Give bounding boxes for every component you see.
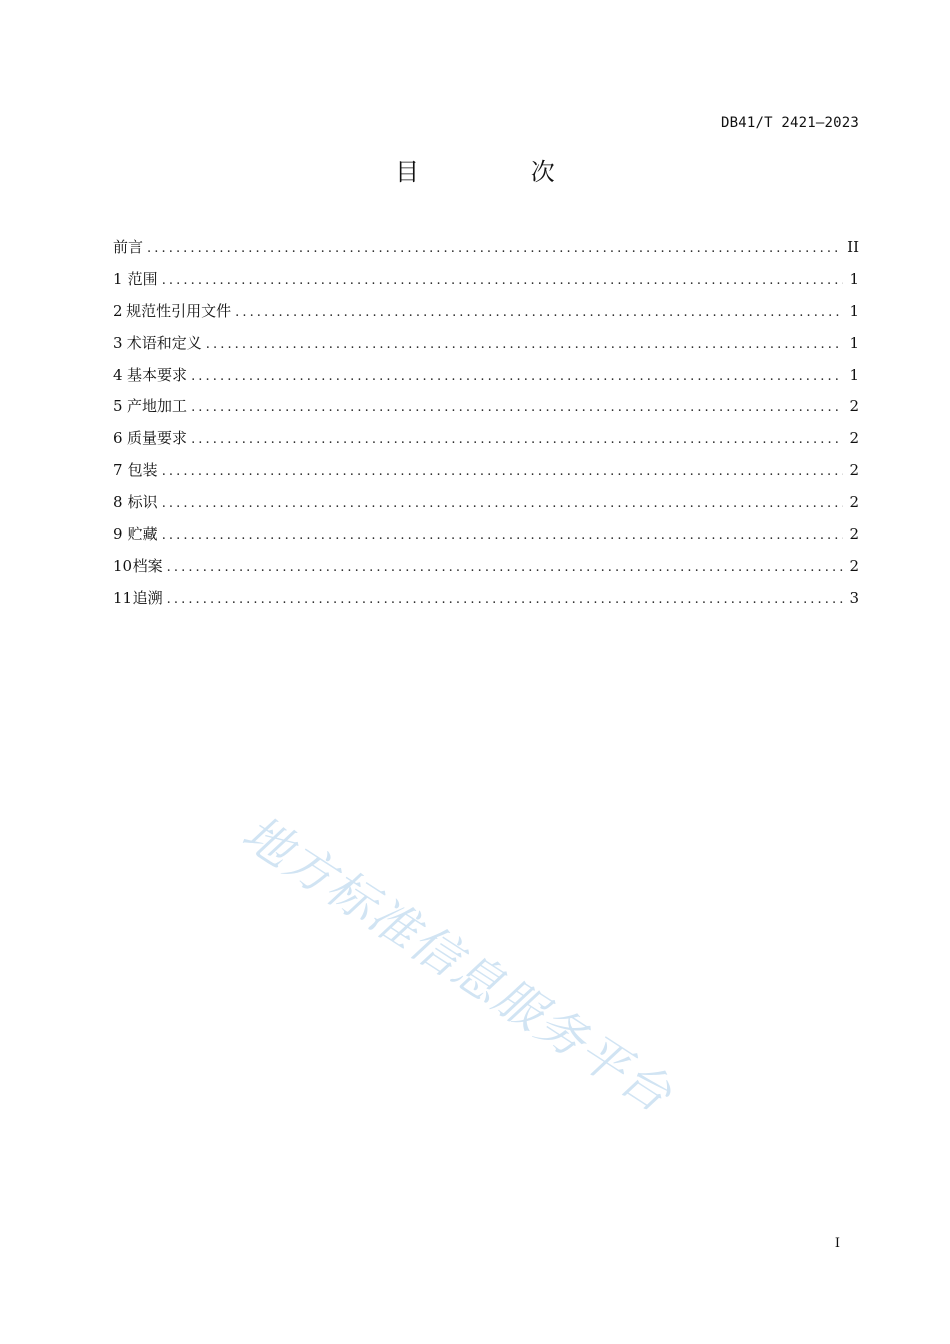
- footer-page-number: I: [834, 1236, 840, 1251]
- toc-leader-dots: [162, 273, 844, 288]
- toc-leader-dots: [167, 560, 844, 575]
- toc-item-page: 1: [849, 269, 859, 288]
- toc-item-number: 6: [113, 429, 123, 448]
- toc-item-page: 1: [849, 333, 859, 352]
- toc-item-page: 2: [849, 429, 859, 448]
- toc-item-page: 3: [849, 588, 859, 607]
- toc-item-foreword[interactable]: [113, 236, 859, 268]
- toc-item-label: 贮藏: [127, 525, 158, 544]
- toc-item-traceability[interactable]: [113, 587, 859, 619]
- toc-item-page: 1: [849, 301, 859, 320]
- toc-leader-dots: [162, 496, 844, 511]
- toc-item-page: 2: [849, 493, 859, 512]
- toc-item-number: 8: [113, 493, 123, 512]
- toc-item-labeling[interactable]: [113, 491, 859, 523]
- toc-item-page: 1: [849, 365, 859, 384]
- page-title: 目 次: [395, 158, 607, 186]
- toc-item-scope[interactable]: [113, 268, 859, 300]
- toc-item-number: 1: [113, 269, 123, 288]
- toc-leader-dots: [191, 432, 843, 447]
- toc-item-storage[interactable]: [113, 523, 859, 555]
- toc-item-terms-definitions[interactable]: [113, 332, 859, 364]
- toc-leader-dots: [162, 528, 844, 543]
- toc-item-label: 规范性引用文件: [126, 301, 232, 320]
- toc-item-number: 2: [113, 301, 123, 320]
- toc-item-origin-processing[interactable]: [113, 395, 859, 427]
- toc-item-number: 7: [113, 461, 123, 480]
- watermark: 地方标准信息服务平台: [232, 804, 683, 1125]
- toc-item-label: 范围: [127, 269, 158, 288]
- toc-item-records[interactable]: [113, 555, 859, 587]
- toc-leader-dots: [235, 305, 843, 320]
- toc-item-label: 质量要求: [127, 429, 188, 448]
- toc-leader-dots: [191, 369, 843, 384]
- toc-item-normative-references[interactable]: [113, 300, 859, 332]
- toc-item-label: 基本要求: [127, 365, 188, 384]
- toc-item-label: 术语和定义: [126, 333, 202, 352]
- standard-code: DB41/T 2421—2023: [720, 115, 859, 131]
- toc-item-page: II: [847, 238, 859, 256]
- toc-leader-dots: [191, 400, 843, 415]
- toc-item-number: 11: [113, 588, 133, 607]
- toc-item-label: 追溯: [132, 588, 163, 607]
- toc-item-label: 标识: [127, 493, 158, 512]
- toc-leader-dots: [162, 464, 844, 479]
- toc-item-number: 4: [113, 365, 123, 384]
- toc-item-label: 产地加工: [127, 397, 188, 416]
- toc-item-number: 3: [113, 333, 123, 352]
- toc-item-packaging[interactable]: [113, 459, 859, 491]
- toc-item-number: 10: [113, 556, 133, 575]
- toc-item-number: 5: [113, 397, 123, 416]
- toc-leader-dots: [167, 592, 844, 607]
- toc-item-page: 2: [849, 397, 859, 416]
- table-of-contents: [113, 236, 859, 619]
- toc-item-page: 2: [849, 556, 859, 575]
- toc-item-label: 档案: [132, 556, 163, 575]
- toc-item-label: 包装: [127, 461, 158, 480]
- toc-item-number: 9: [113, 525, 123, 544]
- toc-leader-dots: [206, 337, 844, 352]
- toc-item-page: 2: [849, 461, 859, 480]
- toc-leader-dots: [147, 241, 841, 256]
- toc-item-label: 前言: [113, 238, 144, 256]
- toc-item-quality-requirements[interactable]: [113, 427, 859, 459]
- toc-item-basic-requirements[interactable]: [113, 364, 859, 396]
- toc-item-page: 2: [849, 525, 859, 544]
